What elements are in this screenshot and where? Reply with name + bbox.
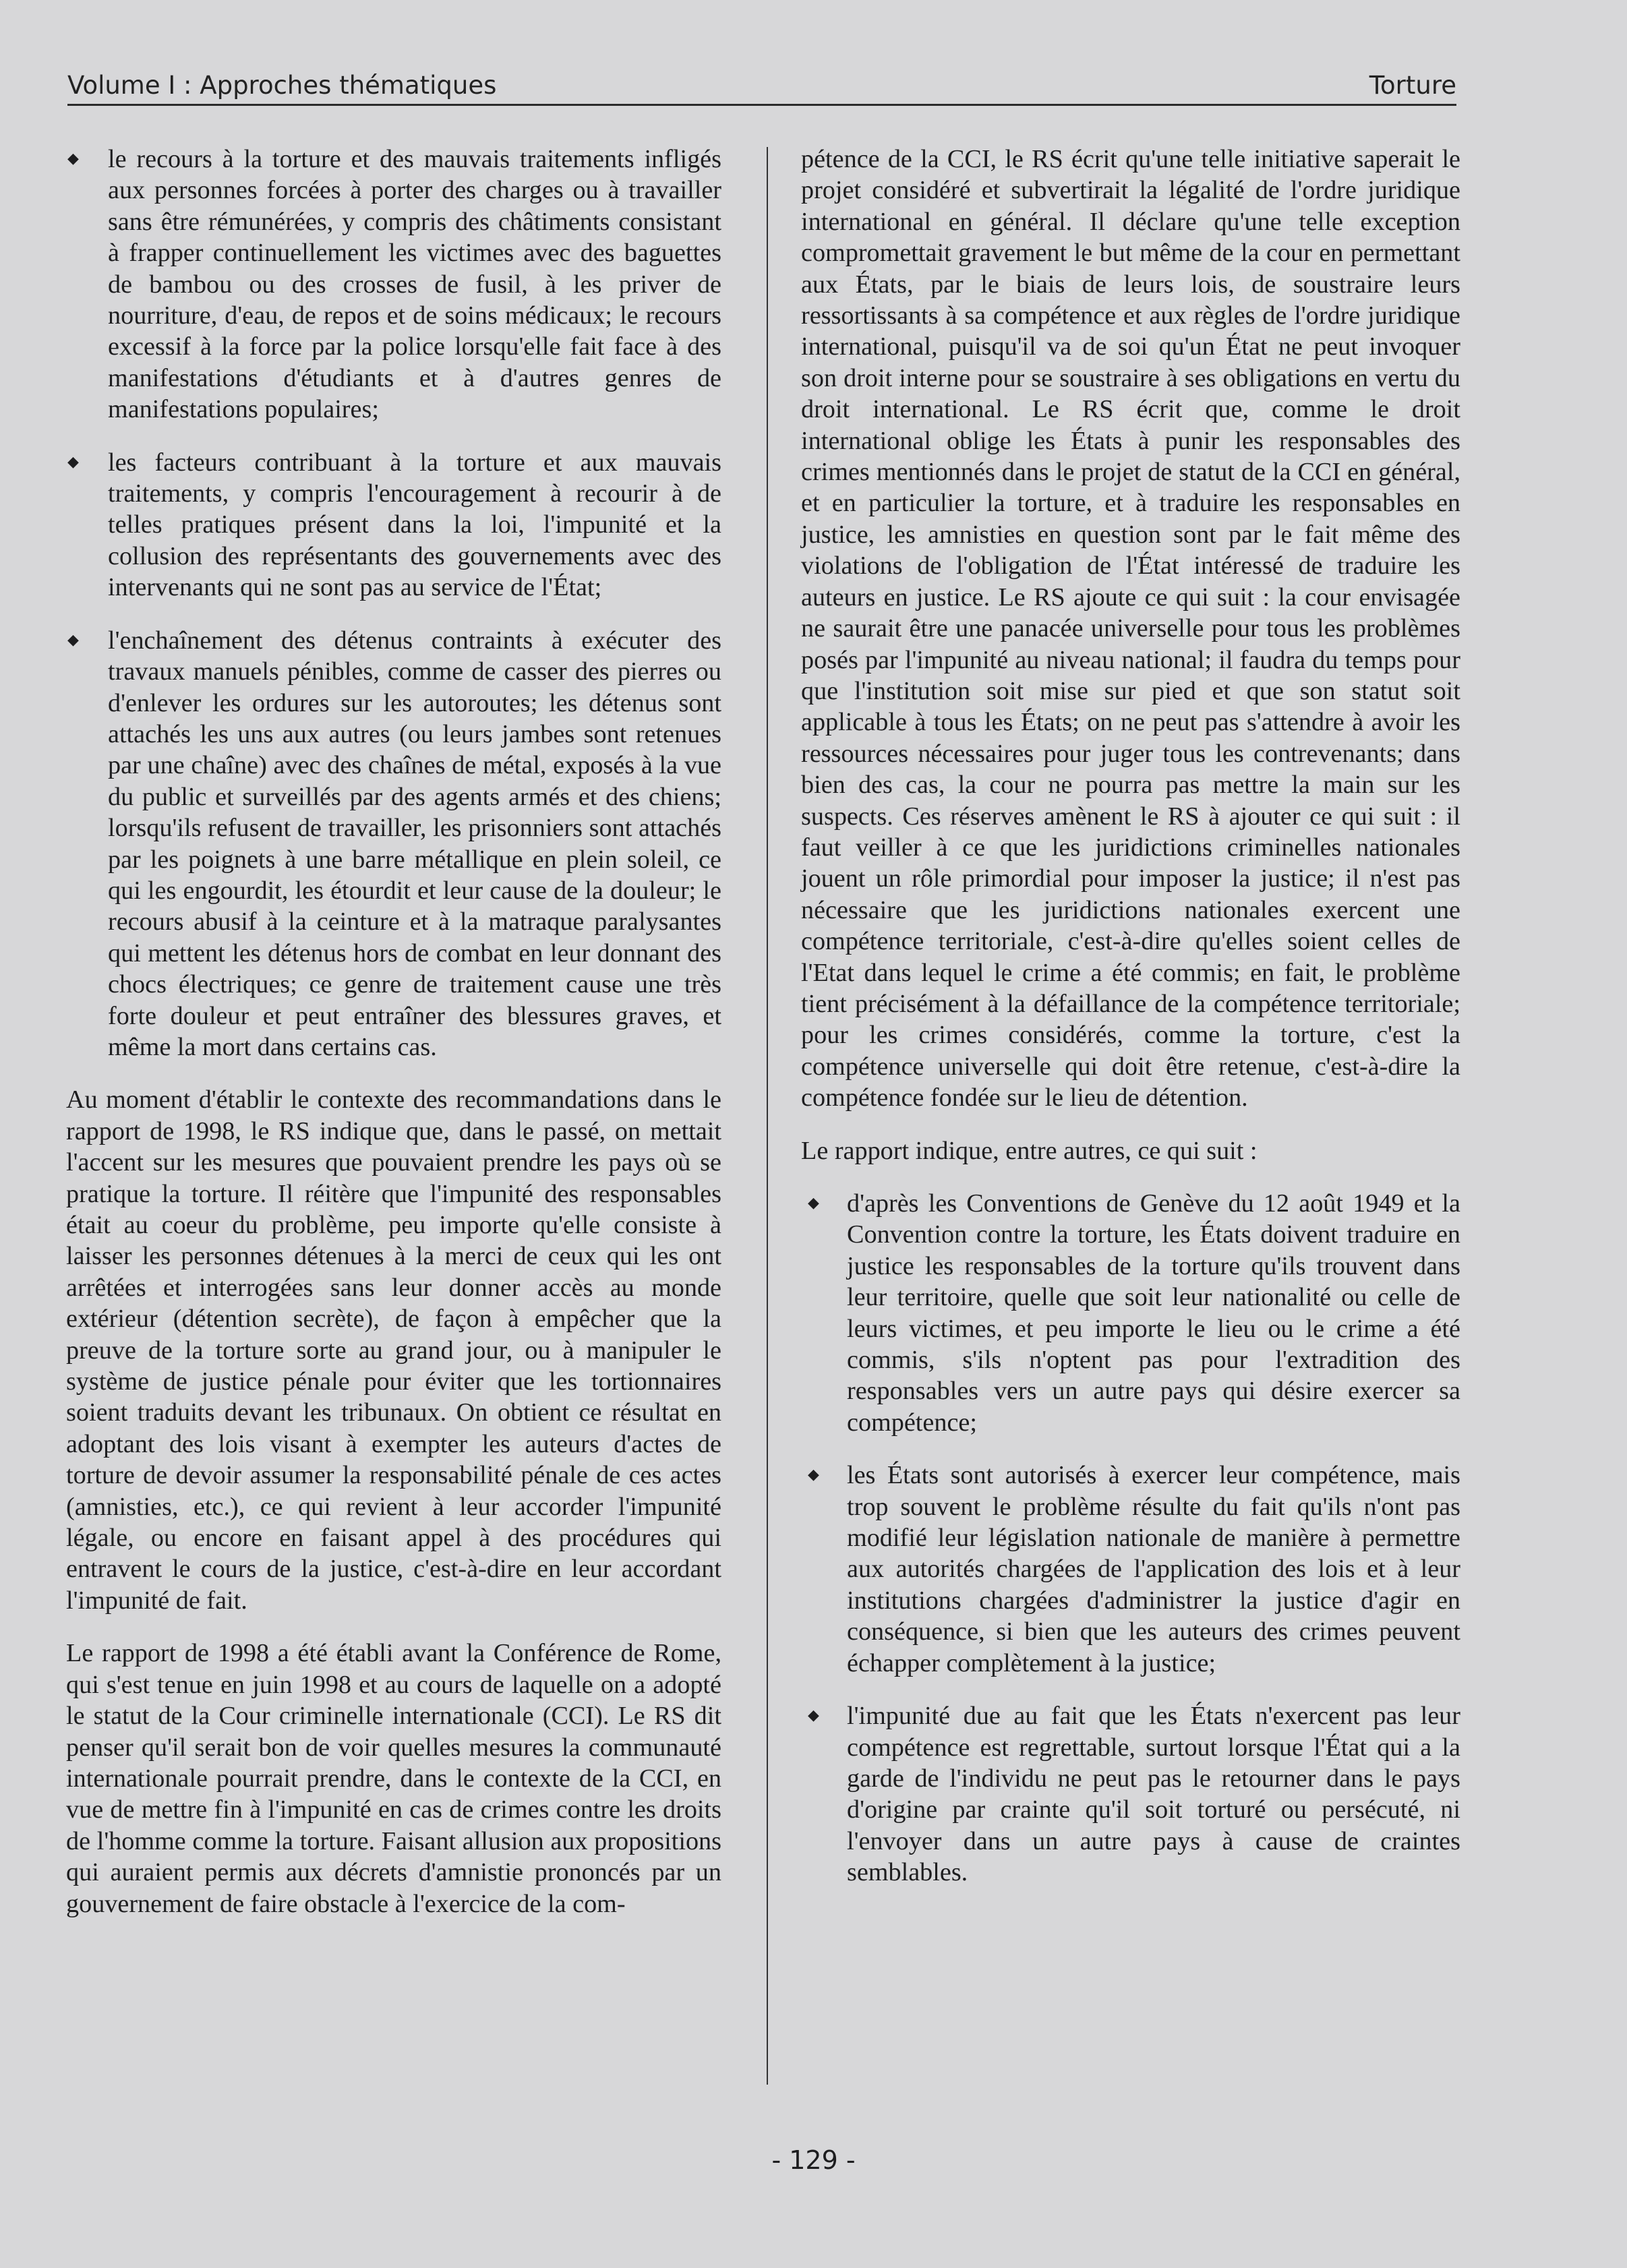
page-number: - 129 - <box>771 2145 856 2175</box>
bullet-item <box>66 625 721 1063</box>
running-header <box>67 65 1456 106</box>
body-paragraph: Au moment d'établir le contexte des recommandations dans le rapport de 1998, le RS indique que, dans le passé, on mettait l'accent sur les mesures que pouvaient prendre les pays où se pratique la torture. Il réitère que l'impunité des responsables était au coeur du problème, peu importe qu'elle consiste à laisser les personnes détenues à la merci de ceux qui les ont arrêtées et interrogées sans leur donner accès au monde extérieur (détention secrète), de façon à empêcher que la preuve de la torture sorte au grand jour, ou à manipuler le système de justice pénale pour éviter que les tortionnaires soient traduits devant les tribunaux. On obtient ce résultat en adoptant des lois visant à exempter les auteurs d'actes de torture de devoir assumer la responsabilité pénale de ces actes (amnisties, etc.), ce qui revient à leur accorder l'impunité légale, ou encore en faisant appel à des procédures qui entravent le cours de la justice, c'est-à-dire en leur accordant l'impunité de fait. <box>66 1085 721 1615</box>
diamond-bullet-icon: ◆ <box>808 1707 819 1725</box>
diamond-bullet-icon: ◆ <box>67 453 79 471</box>
body-paragraph: Le rapport indique, entre autres, ce qui suit : <box>801 1136 1258 1165</box>
column-divider <box>767 147 768 2085</box>
header-volume-title: Volume I : Approches thématiques <box>67 71 497 100</box>
bullet-text: les États sont autorisés à exercer leur compétence, mais trop souvent le problème résulte du fait qu'ils n'ont pas modifié leur législation nationale de manière à permettre aux autorités chargées de l'application des lois et à leur institutions chargées d'administrer la justice d'agir en conséquence, si bien que les auteurs des crimes peuvent échapper complètement à la justice; <box>847 1461 1460 1677</box>
bullet-text: d'après les Conventions de Genève du 12 août 1949 et la Convention contre la torture, les États doivent traduire en justice les responsables de la torture qu'ils trouvent dans leur territoire, quelle que soit leur nationalité ou celle de leurs victimes, et peu importe le lieu ou le crime a été commis, s'ils n'optent pas pour l'extradition des responsables vers un autre pays qui désire exercer sa compétence; <box>847 1189 1460 1437</box>
diamond-bullet-icon: ◆ <box>67 150 79 167</box>
bullet-item <box>801 1700 1460 1888</box>
bullet-text: le recours à la torture et des mauvais traitements infligés aux personnes forcées à porter des charges ou à travailler sans être rémunérées, y compris des châtiments consistant à frapper continuellement les victimes avec des baguettes de bambou ou des crosses de fusil, à les priver de nourriture, d'eau, de repos et de soins médicaux; le recours excessif à la force par la police lorsqu'elle fait face à des manifestations d'étudiants et à d'autres genres de manifestations populaires; <box>108 145 721 424</box>
bullet-text: l'impunité due au fait que les États n'exercent pas leur compétence est regrettable, surtout lorsque l'État qui a la garde de l'individu ne peut pas le retourner dans le pays d'origine par crainte qu'il soit torturé ou persécuté, ni l'envoyer dans un autre pays à cause de craintes semblables. <box>847 1702 1460 1887</box>
header-section-title: Torture <box>1369 71 1456 100</box>
bullet-text: les facteurs contribuant à la torture et aux mauvais traitements, y compris l'encouragement à recourir à de telles pratiques présent dans la loi, l'impunité et la collusion des représentants des gouvernements avec des intervenants qui ne sont pas au service de l'État; <box>108 448 721 602</box>
left-column <box>66 144 721 1919</box>
body-paragraph: pétence de la CCI, le RS écrit qu'une telle initiative saperait le projet considéré et subvertirait la légalité de l'ordre juridique international en général. Il déclare qu'une telle exception compromettait gravement le but même de la cour en permettant aux États, par le biais de leurs lois, de soustraire leurs ressortissants à sa compétence et aux règles de l'ordre juridique international, puisqu'il va de soi qu'un État ne peut invoquer son droit interne pour se soustraire à ses obligations en vertu du droit international. Le RS écrit que, comme le droit international oblige les États à punir les responsables des crimes mentionnés dans le projet de statut de la CCI en général, et en particulier la torture, et à traduire les responsables en justice, les amnisties en question sont par le fait même des violations de l'obligation de l'État intéressé de traduire les auteurs en justice. Le RS ajoute ce qui suit : la cour envisagée ne saurait être une panacée universelle pour tous les problèmes posés par l'impunité au niveau national; il faudra du temps pour que l'institution soit mise sur pied et que son statut soit applicable à tous les États; on ne peut pas s'attendre à avoir les ressources nécessaires pour juger tous les contrevenants; dans bien des cas, la cour ne pourra pas mettre la main sur les suspects. Ces réserves amènent le RS à ajouter ce qui suit : il faut veiller à ce que les juridictions criminelles nationales jouent un rôle primordial pour imposer la justice; il n'est pas nécessaire que les juridictions nationales exercent une compétence territoriale, c'est-à-dire qu'elles soient celles de l'Etat dans lequel le crime a été commis; en fait, le problème tient précisément à la défaillance de la compétence territoriale; pour les crimes considérés, comme la torture, c'est la compétence universelle qui doit être retenue, c'est-à-dire la compétence fondée sur le lieu de détention. <box>801 145 1460 1112</box>
body-paragraph: Le rapport de 1998 a été établi avant la Conférence de Rome, qui s'est tenue en juin 1998 et au cours de laquelle on a adopté le statut de la Cour criminelle internationale (CCI). Le RS dit penser qu'il serait bon de voir quelles mesures la communauté internationale pourrait prendre, dans le contexte de la CCI, en vue de mettre fin à l'impunité en cas de crimes contre les droits de l'homme comme la torture. Faisant allusion aux propositions qui auraient permis aux décrets d'amnistie prononcés par un gouvernement de faire obstacle à l'exercice de la com- <box>66 1639 721 1918</box>
bullet-item <box>66 144 721 425</box>
right-column <box>801 144 1460 1888</box>
diamond-bullet-icon: ◆ <box>67 631 79 649</box>
bullet-item <box>66 447 721 603</box>
bullet-text: l'enchaînement des détenus contraints à exécuter des travaux manuels pénibles, comme de casser des pierres ou d'enlever les ordures sur les autoroutes; les détenus sont attachés les uns aux autres (ou leurs jambes sont retenues par une chaîne) avec des chaînes de métal, exposés à la vue du public et surveillés par des agents armés et des chiens; lorsqu'ils refusent de travailler, les prisonniers sont attachés par les poignets à une barre métallique en plein soleil, ce qui les engourdit, les étourdit et leur cause de la douleur; le recours abusif à la ceinture et à la matraque paralysantes qui mettent les détenus hors de combat en leur donnant des chocs électriques; ce genre de traitement cause une très forte douleur et peut entraîner des blessures graves, et même la mort dans certains cas. <box>108 626 721 1061</box>
diamond-bullet-icon: ◆ <box>808 1195 819 1212</box>
diamond-bullet-icon: ◆ <box>808 1466 819 1484</box>
bullet-item <box>801 1460 1460 1679</box>
bullet-item <box>801 1188 1460 1438</box>
